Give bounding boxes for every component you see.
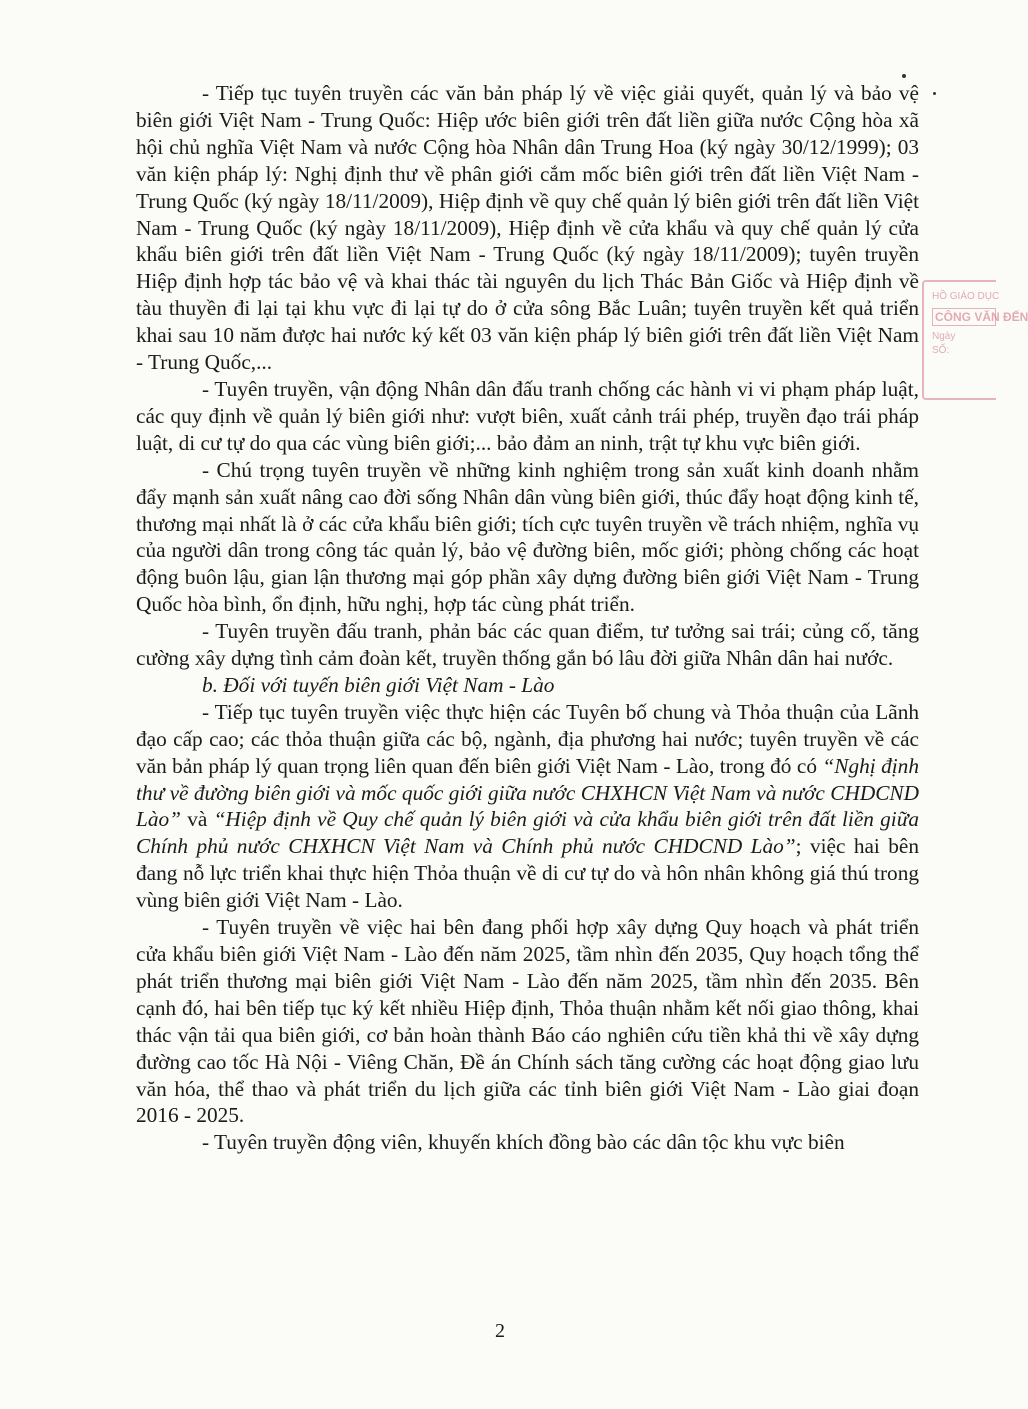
paragraph-encourage-ethnic-groups: - Tuyên truyền động viên, khuyến khích đồng bào các dân tộc khu vực biên: [202, 1130, 845, 1155]
p5-part2: và: [181, 807, 214, 832]
stamp-line: Ngày: [932, 331, 956, 342]
section-b-heading: b. Đối với tuyến biên giới Việt Nam - Lào: [202, 672, 555, 697]
stamp-line: HỒ GIÁO DỤC: [932, 291, 1000, 302]
stamp-line: SỐ:: [932, 345, 950, 356]
received-stamp: [922, 280, 1028, 400]
scan-speck: [902, 74, 906, 78]
document-page: [136, 80, 919, 1156]
stamp-line: CÔNG VĂN ĐẾN: [932, 308, 996, 326]
p5-part3: ; việc hai bên đang nỗ lực triển khai thực hiện Thỏa thuận về di cư tự do và hôn nhân không giá thú trong vùng biên giới Việt Nam - Lào.: [136, 834, 919, 913]
paragraph-border-china-legal-docs: - Tiếp tục tuyên truyền các văn bản pháp lý về việc giải quyết, quản lý và bảo vệ biên giới Việt Nam - Trung Quốc: Hiệp ước biên giới trên đất liền giữa nước Cộng hòa xã hội chủ nghĩa Việt Nam và nước Cộng hòa Nhân dân Trung Hoa (ký ngày 30/12/1999); 03 văn kiện pháp lý: Nghị định thư về phân giới cắm mốc biên giới trên đất liền Việt Nam - Trung Quốc (ký ngày 18/11/2009), Hiệp định về quy chế quản lý biên giới trên đất liền Việt Nam - Trung Quốc (ký ngày 18/11/2009), Hiệp định về cửa khẩu và quy chế quản lý cửa khẩu biên giới trên đất liền Việt Nam - Trung Quốc (ký ngày 18/11/2009); tuyên truyền Hiệp định hợp tác bảo vệ và khai thác tài nguyên du lịch Thác Bản Giốc và Hiệp định về tàu thuyền đi lại tại khu vực đi lại tự do ở cửa sông Bắc Luân; tuyên truyền kết quả triển khai sau 10 năm được hai nước ký kết 03 văn kiện pháp lý biên giới trên đất liền Việt Nam - Trung Quốc,...: [136, 81, 919, 375]
paragraph-struggle-against-wrong-views: - Tuyên truyền đấu tranh, phản bác các quan điểm, tư tưởng sai trái; củng cố, tăng cường xây dựng tình cảm đoàn kết, truyền thống gắn bó lâu đời giữa Nhân dân hai nước.: [136, 619, 919, 671]
paragraph-laos-legal-docs: [136, 699, 919, 914]
p5-part1: - Tiếp tục tuyên truyền việc thực hiện các Tuyên bố chung và Thỏa thuận của Lãnh đạo cấp cao; các thỏa thuận giữa các bộ, ngành, địa phương hai nước; tuyên truyền về các văn bản pháp lý quan trọng liên quan đến biên giới Việt Nam - Lào, trong đó có: [136, 699, 919, 778]
page-number: 2: [495, 1320, 505, 1342]
p5-italic-protocol: “Nghị định thư về đường biên giới và mốc quốc giới giữa nước CHXHCN Việt Nam và nước CHDCND Lào”: [136, 753, 919, 832]
paragraph-propaganda-against-violations: - Tuyên truyền, vận động Nhân dân đấu tranh chống các hành vi vi phạm pháp luật, các quy định về quản lý biên giới như: vượt biên, xuất cảnh trái phép, truyền đạo trái pháp luật, di cư tự do qua các vùng biên giới;... bảo đảm an ninh, trật tự khu vực biên giới.: [136, 376, 919, 455]
scan-speck: [933, 92, 936, 95]
paragraph-laos-planning: - Tuyên truyền về việc hai bên đang phối hợp xây dựng Quy hoạch và phát triển cửa khẩu biên giới Việt Nam - Lào đến năm 2025, tầm nhìn đến 2035, Quy hoạch tổng thể phát triển thương mại biên giới Việt Nam - Lào đến năm 2025, tầm nhìn đến 2035. Bên cạnh đó, hai bên tiếp tục ký kết nhiều Hiệp định, Thỏa thuận nhằm kết nối giao thông, khai thác vận tải qua biên giới, cơ bản hoàn thành Báo cáo nghiên cứu tiền khả thi về xây dựng đường cao tốc Hà Nội - Viêng Chăn, Đề án Chính sách tăng cường các hoạt động giao lưu văn hóa, thể thao và phát triển du lịch giữa các tỉnh biên giới Việt Nam - Lào giai đoạn 2016 - 2025.: [136, 915, 919, 1128]
p5-italic-agreement: “Hiệp định về Quy chế quản lý biên giới và cửa khẩu biên giới trên đất liền giữa Chính phủ nước CHXHCN Việt Nam và Chính phủ nước CHDCND Lào”: [136, 807, 919, 859]
paragraph-business-experience: - Chú trọng tuyên truyền về những kinh nghiệm trong sản xuất kinh doanh nhằm đẩy mạnh sản xuất nâng cao đời sống Nhân dân vùng biên giới, thúc đẩy hoạt động kinh tế, thương mại nhất là ở các cửa khẩu biên giới; tích cực tuyên truyền về trách nhiệm, nghĩa vụ của người dân trong công tác quản lý, bảo vệ đường biên, mốc giới; phòng chống các hoạt động buôn lậu, gian lận thương mại góp phần xây dựng đường biên giới Việt Nam - Trung Quốc hòa bình, ổn định, hữu nghị, hợp tác cùng phát triển.: [136, 457, 919, 617]
